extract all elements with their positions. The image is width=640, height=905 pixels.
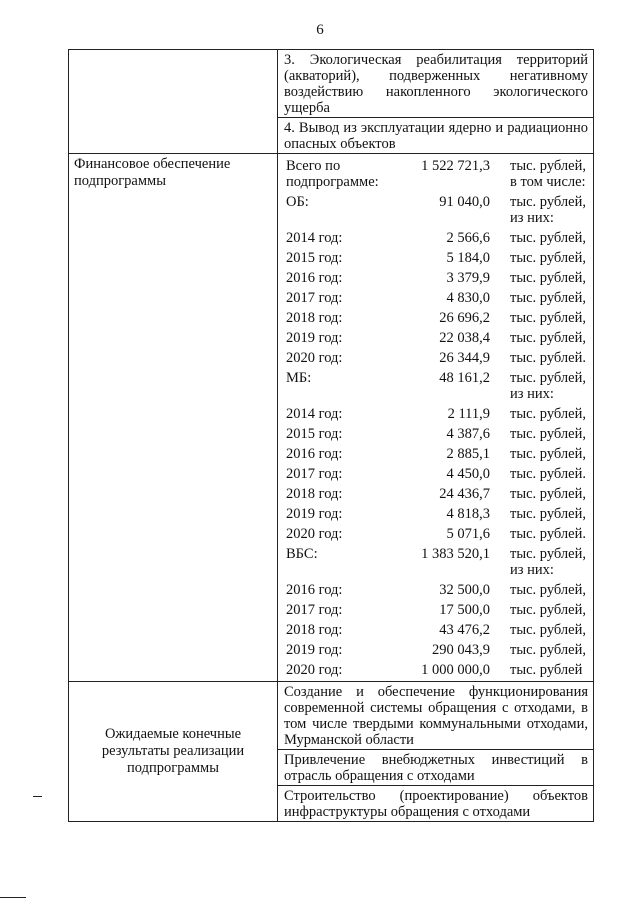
finance-row-amount: 2 885,1 (446, 446, 490, 462)
result-item: Строительство (проектирование) объектов инфраструктуры обращения с отходами (278, 786, 594, 822)
finance-list (279, 155, 592, 680)
finance-row-amount: 17 500,0 (439, 602, 490, 618)
finance-row-label: 2015 год: (286, 250, 343, 266)
finance-year-row (286, 446, 588, 462)
table-row (69, 50, 594, 118)
finance-row-amount: 290 043,9 (432, 642, 490, 658)
finance-row-amount: 32 500,0 (439, 582, 490, 598)
finance-year-row (286, 270, 588, 286)
finance-source-row (286, 546, 588, 578)
finance-row-unit: тыс. рублей. (510, 466, 586, 482)
finance-row-label: 2020 год: (286, 662, 343, 678)
finance-row-amount: 91 040,0 (439, 194, 490, 210)
finance-year-row (286, 526, 588, 542)
finance-row-amount: 2 111,9 (447, 406, 490, 422)
finance-cell (278, 154, 594, 682)
finance-row-label: 2014 год: (286, 406, 343, 422)
finance-source-row (286, 370, 588, 402)
finance-row-amount: 4 450,0 (446, 466, 490, 482)
finance-row-amount: 5 071,6 (446, 526, 490, 542)
finance-year-row (286, 506, 588, 522)
finance-total-row (286, 158, 588, 190)
finance-row-amount: 26 696,2 (439, 310, 490, 326)
subprogram-passport-table (68, 49, 594, 822)
finance-row-unit: тыс. рублей, (510, 486, 586, 502)
finance-row-unit: тыс. рублей, (510, 642, 586, 658)
finance-row-unit: тыс. рублей. (510, 526, 586, 542)
finance-row-amount: 1 000 000,0 (421, 662, 490, 678)
finance-row-unit: тыс. рублей, (510, 446, 586, 462)
finance-row-label: 2019 год: (286, 506, 343, 522)
finance-row-label: 2016 год: (286, 582, 343, 598)
finance-year-row (286, 310, 588, 326)
finance-row-unit: тыс. рублей, (510, 406, 586, 422)
finance-year-row (286, 330, 588, 346)
finance-row-unit: тыс. рублей, (510, 290, 586, 306)
finance-year-row (286, 406, 588, 422)
finance-row-label: 2020 год: (286, 526, 343, 542)
table-row (69, 682, 594, 750)
finance-year-row (286, 290, 588, 306)
finance-row-unit: тыс. рублей, (510, 506, 586, 522)
finance-label: Финансовое обеспечение подпрограммы (69, 154, 278, 682)
finance-row-unit: тыс. рублей, из них: (510, 194, 586, 226)
finance-year-row (286, 350, 588, 366)
finance-row-label: 2015 год: (286, 426, 343, 442)
finance-row-unit: тыс. рублей, (510, 622, 586, 638)
page-number: 6 (316, 22, 324, 38)
finance-row-amount: 4 818,3 (446, 506, 490, 522)
finance-row-label: Всего по подпрограмме: (286, 158, 379, 190)
table-row (69, 154, 594, 682)
finance-row-label: 2018 год: (286, 622, 343, 638)
finance-row-amount: 2 566,6 (446, 230, 490, 246)
finance-year-row (286, 250, 588, 266)
finance-row-amount: 48 161,2 (439, 370, 490, 386)
finance-row-amount: 26 344,9 (439, 350, 490, 366)
finance-row-unit: тыс. рублей, (510, 250, 586, 266)
finance-row-label: 2017 год: (286, 602, 343, 618)
finance-row-label: 2014 год: (286, 230, 343, 246)
finance-row-amount: 5 184,0 (446, 250, 490, 266)
finance-row-unit: тыс. рублей, (510, 602, 586, 618)
finance-row-label: МБ: (286, 370, 312, 386)
finance-year-row (286, 426, 588, 442)
finance-row-label: 2018 год: (286, 486, 343, 502)
finance-row-label: ВБС: (286, 546, 318, 562)
finance-row-unit: тыс. рублей, (510, 582, 586, 598)
finance-row-unit: тыс. рублей, (510, 310, 586, 326)
scan-mark-left (33, 796, 42, 797)
finance-row-amount: 4 387,6 (446, 426, 490, 442)
finance-row-unit: тыс. рублей (510, 662, 583, 678)
finance-year-row (286, 486, 588, 502)
finance-row-label: ОБ: (286, 194, 309, 210)
finance-year-row (286, 230, 588, 246)
finance-row-unit: тыс. рублей, в том числе: (510, 158, 586, 190)
finance-row-unit: тыс. рублей, из них: (510, 546, 586, 578)
finance-row-label: 2016 год: (286, 446, 343, 462)
result-item: Создание и обеспечение функционирования современной системы обращения с отходами, в том числе твердыми коммунальными отходами, Мурманской области (278, 682, 594, 750)
finance-row-unit: тыс. рублей, (510, 330, 586, 346)
finance-row-amount: 1 383 520,1 (421, 546, 490, 562)
finance-row-amount: 22 038,4 (439, 330, 490, 346)
results-label: Ожидаемые конечные результаты реализации подпрограммы (69, 682, 278, 822)
task-item: 4. Вывод из эксплуатации ядерно и радиационно опасных объектов (278, 118, 594, 154)
tasks-label-cell (69, 50, 278, 154)
finance-row-unit: тыс. рублей. (510, 350, 586, 366)
finance-row-amount: 24 436,7 (439, 486, 490, 502)
finance-row-label: 2017 год: (286, 466, 343, 482)
finance-row-label: 2019 год: (286, 642, 343, 658)
finance-year-row (286, 466, 588, 482)
finance-row-amount: 4 830,0 (446, 290, 490, 306)
finance-year-row (286, 602, 588, 618)
finance-row-label: 2018 год: (286, 310, 343, 326)
finance-row-unit: тыс. рублей, (510, 426, 586, 442)
finance-row-unit: тыс. рублей, (510, 270, 586, 286)
finance-year-row (286, 622, 588, 638)
finance-row-label: 2019 год: (286, 330, 343, 346)
finance-year-row (286, 642, 588, 658)
finance-source-row (286, 194, 588, 226)
finance-row-amount: 43 476,2 (439, 622, 490, 638)
finance-row-unit: тыс. рублей, (510, 230, 586, 246)
finance-row-amount: 1 522 721,3 (421, 158, 490, 174)
finance-year-row (286, 662, 588, 678)
result-item: Привлечение внебюджетных инвестиций в отрасль обращения с отходами (278, 750, 594, 786)
scan-mark-bottom (0, 897, 26, 898)
finance-row-label: 2017 год: (286, 290, 343, 306)
finance-row-label: 2016 год: (286, 270, 343, 286)
finance-row-amount: 3 379,9 (446, 270, 490, 286)
finance-row-label: 2020 год: (286, 350, 343, 366)
finance-year-row (286, 582, 588, 598)
task-item: 3. Экологическая реабилитация территорий (акваторий), подверженных негативному воздействию накопленного экологического ущерба (278, 50, 594, 118)
finance-row-unit: тыс. рублей, из них: (510, 370, 586, 402)
